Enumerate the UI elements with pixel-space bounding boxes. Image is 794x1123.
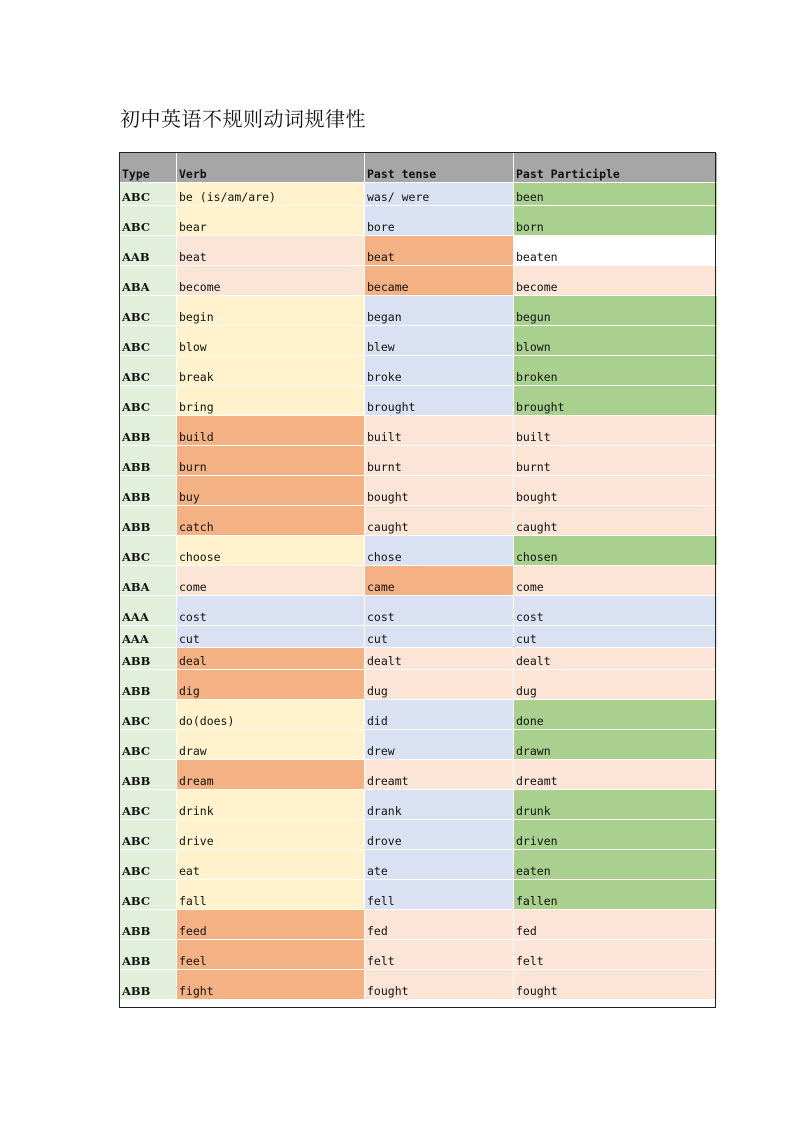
past-participle-cell: become bbox=[514, 266, 718, 296]
header-verb: Verb bbox=[177, 153, 365, 183]
table-row bbox=[120, 566, 718, 596]
table-row bbox=[120, 386, 718, 416]
table-row bbox=[120, 940, 718, 970]
verb-cell: feel bbox=[177, 940, 365, 970]
table-row bbox=[120, 356, 718, 386]
past-participle-cell: broken bbox=[514, 356, 718, 386]
type-cell: ABC bbox=[120, 183, 177, 206]
past-tense-cell: fought bbox=[365, 970, 514, 1000]
table-row bbox=[120, 790, 718, 820]
past-participle-cell: cut bbox=[514, 626, 718, 648]
past-participle-cell: built bbox=[514, 416, 718, 446]
past-participle-cell: felt bbox=[514, 940, 718, 970]
past-participle-cell: beaten bbox=[514, 236, 718, 266]
past-tense-cell: dreamt bbox=[365, 760, 514, 790]
past-tense-cell: caught bbox=[365, 506, 514, 536]
table-row bbox=[120, 536, 718, 566]
type-cell: ABB bbox=[120, 476, 177, 506]
type-cell: ABB bbox=[120, 648, 177, 670]
type-cell: ABC bbox=[120, 206, 177, 236]
past-tense-cell: broke bbox=[365, 356, 514, 386]
verb-cell: drive bbox=[177, 820, 365, 850]
verb-cell: buy bbox=[177, 476, 365, 506]
past-tense-cell: came bbox=[365, 566, 514, 596]
verb-cell: break bbox=[177, 356, 365, 386]
table-row bbox=[120, 850, 718, 880]
verb-cell: drink bbox=[177, 790, 365, 820]
past-tense-cell: drove bbox=[365, 820, 514, 850]
type-cell: ABC bbox=[120, 296, 177, 326]
verb-cell: come bbox=[177, 566, 365, 596]
verb-cell: choose bbox=[177, 536, 365, 566]
past-participle-cell: drawn bbox=[514, 730, 718, 760]
type-cell: ABC bbox=[120, 880, 177, 910]
table-row bbox=[120, 596, 718, 626]
table-row bbox=[120, 446, 718, 476]
past-tense-cell: chose bbox=[365, 536, 514, 566]
header-past-participle: Past Participle bbox=[514, 153, 718, 183]
type-cell: ABB bbox=[120, 416, 177, 446]
table-row bbox=[120, 266, 718, 296]
past-tense-cell: burnt bbox=[365, 446, 514, 476]
table-body bbox=[120, 183, 718, 1000]
verb-cell: burn bbox=[177, 446, 365, 476]
verb-cell: cost bbox=[177, 596, 365, 626]
verb-cell: fall bbox=[177, 880, 365, 910]
past-tense-cell: bought bbox=[365, 476, 514, 506]
past-participle-cell: cost bbox=[514, 596, 718, 626]
type-cell: ABB bbox=[120, 506, 177, 536]
past-participle-cell: bought bbox=[514, 476, 718, 506]
past-tense-cell: cost bbox=[365, 596, 514, 626]
type-cell: ABA bbox=[120, 566, 177, 596]
past-participle-cell: fed bbox=[514, 910, 718, 940]
type-cell: AAB bbox=[120, 236, 177, 266]
table-row bbox=[120, 626, 718, 648]
verb-cell: cut bbox=[177, 626, 365, 648]
type-cell: ABB bbox=[120, 446, 177, 476]
type-cell: ABC bbox=[120, 730, 177, 760]
past-participle-cell: done bbox=[514, 700, 718, 730]
verb-cell: feed bbox=[177, 910, 365, 940]
verb-cell: eat bbox=[177, 850, 365, 880]
verb-cell: do(does) bbox=[177, 700, 365, 730]
past-participle-cell: drunk bbox=[514, 790, 718, 820]
past-tense-cell: brought bbox=[365, 386, 514, 416]
verb-cell: dream bbox=[177, 760, 365, 790]
table-row bbox=[120, 326, 718, 356]
past-participle-cell: chosen bbox=[514, 536, 718, 566]
type-cell: ABB bbox=[120, 760, 177, 790]
verb-cell: begin bbox=[177, 296, 365, 326]
past-tense-cell: drew bbox=[365, 730, 514, 760]
type-cell: ABC bbox=[120, 820, 177, 850]
past-participle-cell: eaten bbox=[514, 850, 718, 880]
past-participle-cell: caught bbox=[514, 506, 718, 536]
type-cell: ABC bbox=[120, 536, 177, 566]
past-tense-cell: ate bbox=[365, 850, 514, 880]
verb-cell: blow bbox=[177, 326, 365, 356]
type-cell: ABB bbox=[120, 910, 177, 940]
past-tense-cell: dealt bbox=[365, 648, 514, 670]
past-participle-cell: dreamt bbox=[514, 760, 718, 790]
table-row bbox=[120, 206, 718, 236]
past-participle-cell: born bbox=[514, 206, 718, 236]
table-row bbox=[120, 236, 718, 266]
past-participle-cell: begun bbox=[514, 296, 718, 326]
past-tense-cell: drank bbox=[365, 790, 514, 820]
type-cell: ABC bbox=[120, 386, 177, 416]
header-type: Type bbox=[120, 153, 177, 183]
past-tense-cell: began bbox=[365, 296, 514, 326]
verb-cell: fight bbox=[177, 970, 365, 1000]
past-tense-cell: beat bbox=[365, 236, 514, 266]
verb-cell: be (is/am/are) bbox=[177, 183, 365, 206]
type-cell: AAA bbox=[120, 596, 177, 626]
table-row bbox=[120, 760, 718, 790]
verb-cell: deal bbox=[177, 648, 365, 670]
type-cell: ABC bbox=[120, 356, 177, 386]
table-row bbox=[120, 820, 718, 850]
type-cell: ABB bbox=[120, 670, 177, 700]
past-tense-cell: fell bbox=[365, 880, 514, 910]
table-row bbox=[120, 506, 718, 536]
past-tense-cell: was/ were bbox=[365, 183, 514, 206]
verb-cell: catch bbox=[177, 506, 365, 536]
table-row bbox=[120, 910, 718, 940]
verb-cell: draw bbox=[177, 730, 365, 760]
table-row bbox=[120, 880, 718, 910]
table-row bbox=[120, 730, 718, 760]
table-row bbox=[120, 700, 718, 730]
type-cell: ABC bbox=[120, 700, 177, 730]
verb-cell: dig bbox=[177, 670, 365, 700]
type-cell: AAA bbox=[120, 626, 177, 648]
table-row bbox=[120, 416, 718, 446]
past-tense-cell: fed bbox=[365, 910, 514, 940]
past-tense-cell: cut bbox=[365, 626, 514, 648]
type-cell: ABB bbox=[120, 940, 177, 970]
verb-cell: beat bbox=[177, 236, 365, 266]
past-participle-cell: dealt bbox=[514, 648, 718, 670]
type-cell: ABC bbox=[120, 850, 177, 880]
past-participle-cell: burnt bbox=[514, 446, 718, 476]
past-participle-cell: dug bbox=[514, 670, 718, 700]
past-tense-cell: did bbox=[365, 700, 514, 730]
table-header-row bbox=[120, 153, 718, 183]
table-row bbox=[120, 296, 718, 326]
type-cell: ABC bbox=[120, 790, 177, 820]
irregular-verbs-table bbox=[119, 152, 718, 1000]
past-tense-cell: became bbox=[365, 266, 514, 296]
past-participle-cell: been bbox=[514, 183, 718, 206]
verb-cell: bear bbox=[177, 206, 365, 236]
past-tense-cell: built bbox=[365, 416, 514, 446]
type-cell: ABB bbox=[120, 970, 177, 1000]
past-tense-cell: felt bbox=[365, 940, 514, 970]
type-cell: ABC bbox=[120, 326, 177, 356]
table-row bbox=[120, 970, 718, 1000]
table-row bbox=[120, 648, 718, 670]
verb-cell: bring bbox=[177, 386, 365, 416]
table-row bbox=[120, 476, 718, 506]
verb-cell: build bbox=[177, 416, 365, 446]
verb-cell: become bbox=[177, 266, 365, 296]
past-participle-cell: brought bbox=[514, 386, 718, 416]
past-tense-cell: bore bbox=[365, 206, 514, 236]
past-participle-cell: blown bbox=[514, 326, 718, 356]
past-tense-cell: dug bbox=[365, 670, 514, 700]
table-row bbox=[120, 670, 718, 700]
page-title: 初中英语不规则动词规律性 bbox=[120, 107, 366, 131]
header-past-tense: Past tense bbox=[365, 153, 514, 183]
past-participle-cell: driven bbox=[514, 820, 718, 850]
past-participle-cell: fallen bbox=[514, 880, 718, 910]
past-participle-cell: fought bbox=[514, 970, 718, 1000]
table-row bbox=[120, 183, 718, 206]
type-cell: ABA bbox=[120, 266, 177, 296]
past-participle-cell: come bbox=[514, 566, 718, 596]
past-tense-cell: blew bbox=[365, 326, 514, 356]
